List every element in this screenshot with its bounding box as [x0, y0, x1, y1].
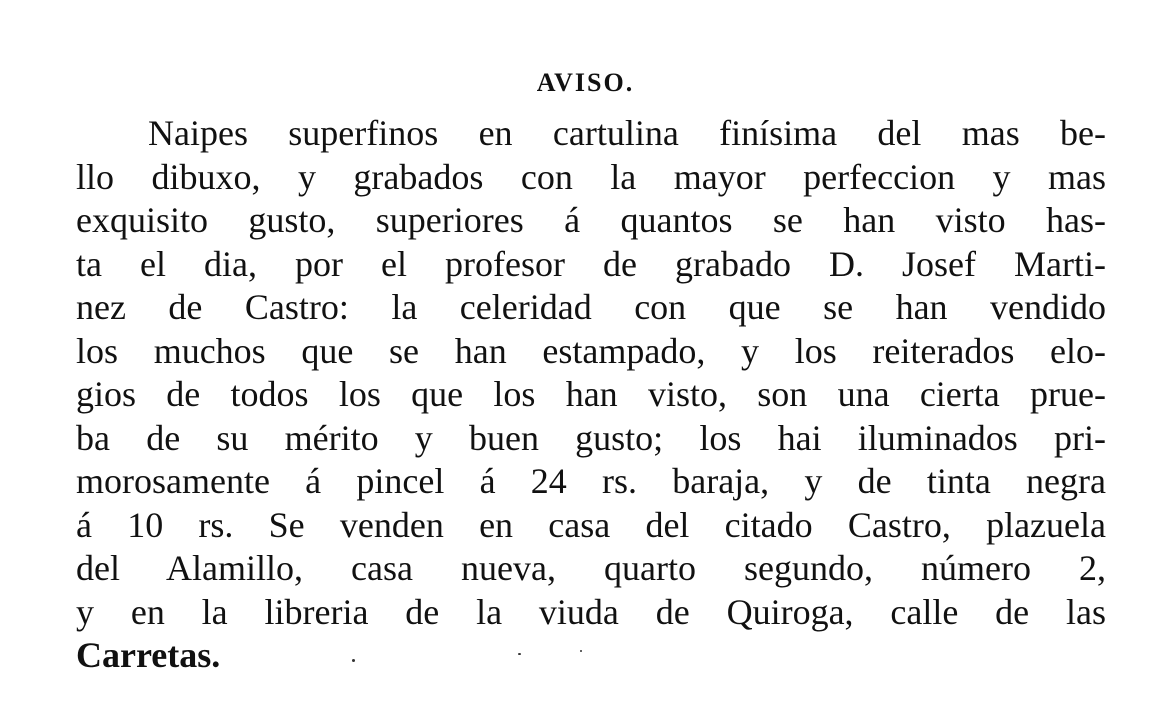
text-line: nez de Castro: la celeridad con que se han vendido — [76, 287, 1106, 327]
notice-body — [76, 112, 1106, 678]
text-line: los muchos que se han estampado, y los reiterados elo- — [76, 330, 1106, 371]
ink-speck — [580, 650, 582, 652]
ink-speck — [518, 653, 521, 655]
text-line: ta el dia, por el profesor de grabado D. Josef Marti- — [76, 243, 1106, 284]
text-line: ba de su mérito y buen gusto; los hai iluminados pri- — [76, 417, 1106, 458]
text-line: y en la libreria de la viuda de Quiroga, calle de las — [76, 591, 1106, 632]
ink-speck — [352, 659, 355, 662]
text-line: llo dibuxo, y grabados con la mayor perfeccion y mas — [76, 156, 1106, 197]
text-line: á 10 rs. Se venden en casa del citado Castro, plazuela — [76, 504, 1106, 545]
text-line: exquisito gusto, superiores á quantos se han visto has- — [76, 200, 1106, 240]
text-line: morosamente á pincel á 24 rs. baraja, y de tinta negra — [76, 461, 1106, 501]
text-line: gios de todos los que los han visto, son una cierta prue- — [76, 374, 1106, 414]
text-line: del Alamillo, casa nueva, quarto segundo, número 2, — [76, 548, 1106, 588]
text-line: Carretas. — [76, 635, 221, 675]
notice-heading: AVISO. — [536, 68, 635, 97]
text-line: Naipes superfinos en cartulina finísima del mas be- — [148, 113, 1106, 153]
